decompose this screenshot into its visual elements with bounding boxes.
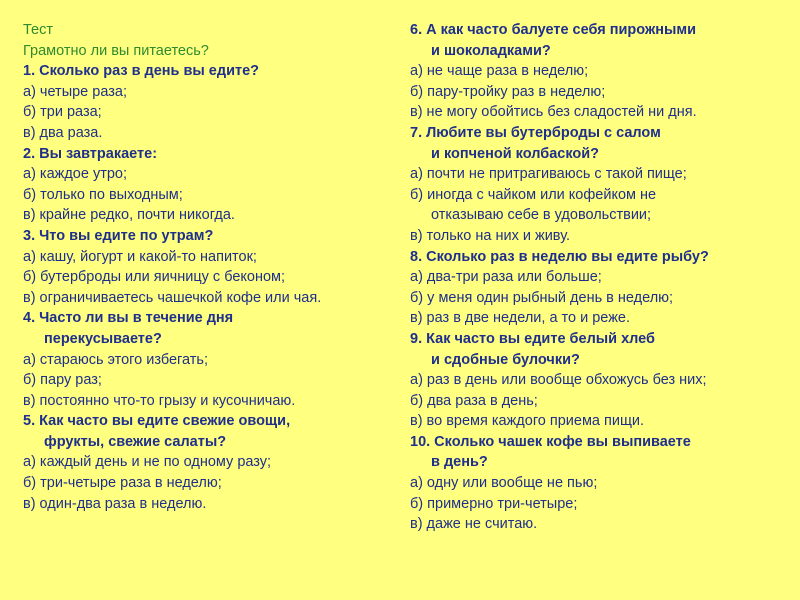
answer-5c: в) один-два раза в неделю.: [23, 495, 207, 512]
answer-3b: б) бутерброды или яичницу с беконом;: [23, 269, 286, 286]
answer-2c: в) крайне редко, почти никогда.: [23, 207, 235, 224]
test-title: Грамотно ли вы питаетесь?: [23, 42, 209, 59]
question-6-cont: и шоколадками?: [431, 42, 551, 59]
answer-7a: а) почти не притрагиваюсь с такой пище;: [410, 166, 687, 183]
question-4: 4. Часто ли вы в течение дня: [23, 310, 234, 327]
question-9-cont: и сдобные булочки?: [431, 351, 580, 368]
answer-6c: в) не могу обойтись без сладостей ни дня.: [410, 104, 697, 121]
answer-1a: а) четыре раза;: [23, 83, 127, 100]
answer-3c: в) ограничиваетесь чашечкой кофе или чая.: [23, 289, 322, 306]
question-5-cont: фрукты, свежие салаты?: [44, 433, 227, 450]
answer-3a: а) кашу, йогурт и какой-то напиток;: [23, 248, 257, 265]
answer-7c: в) только на них и живу.: [410, 227, 571, 244]
question-8: 8. Сколько раз в неделю вы едите рыбу?: [410, 248, 709, 265]
answer-10a: а) одну или вообще не пью;: [410, 475, 598, 492]
left-column: [23, 20, 403, 514]
answer-7b-cont: отказываю себе в удовольствии;: [431, 207, 652, 224]
answer-2a: а) каждое утро;: [23, 166, 128, 183]
answer-8c: в) раз в две недели, а то и реже.: [410, 310, 630, 327]
question-9: 9. Как часто вы едите белый хлеб: [410, 330, 656, 347]
answer-4a: а) стараюсь этого избегать;: [23, 351, 208, 368]
answer-6b: б) пару-тройку раз в неделю;: [410, 83, 606, 100]
answer-8a: а) два-три раза или больше;: [410, 269, 602, 286]
answer-7b: б) иногда с чайком или кофейком не: [410, 186, 657, 203]
answer-2b: б) только по выходным;: [23, 186, 183, 203]
answer-9a: а) раз в день или вообще обхожусь без них;: [410, 372, 707, 389]
question-4-cont: перекусываете?: [44, 330, 162, 347]
answer-1b: б) три раза;: [23, 104, 102, 121]
answer-4c: в) постоянно что-то грызу и кусочничаю.: [23, 392, 296, 409]
question-2: 2. Вы завтракаете:: [23, 145, 158, 162]
question-10-cont: в день?: [431, 454, 488, 471]
question-7-cont: и копченой колбаской?: [431, 145, 600, 162]
question-5: 5. Как часто вы едите свежие овощи,: [23, 413, 291, 430]
answer-9b: б) два раза в день;: [410, 392, 538, 409]
answer-9c: в) во время каждого приема пищи.: [410, 413, 645, 430]
answer-8b: б) у меня один рыбный день в неделю;: [410, 289, 674, 306]
answer-4b: б) пару раз;: [23, 372, 102, 389]
right-column: [410, 20, 795, 535]
answer-10b: б) примерно три-четыре;: [410, 495, 578, 512]
question-6: 6. А как часто балуете себя пирожными: [410, 22, 696, 38]
question-3: 3. Что вы едите по утрам?: [23, 227, 214, 244]
question-1: 1. Сколько раз в день вы едите?: [23, 63, 260, 80]
answer-1c: в) два раза.: [23, 124, 103, 141]
answer-5b: б) три-четыре раза в неделю;: [23, 475, 222, 492]
answer-5a: а) каждый день и не по одному разу;: [23, 454, 272, 471]
question-7: 7. Любите вы бутерброды с салом: [410, 124, 661, 141]
test-label: Тест: [23, 22, 53, 38]
answer-6a: а) не чаще раза в неделю;: [410, 63, 589, 80]
question-10: 10. Сколько чашек кофе вы выпиваете: [410, 433, 691, 450]
answer-10c: в) даже не считаю.: [410, 516, 538, 533]
